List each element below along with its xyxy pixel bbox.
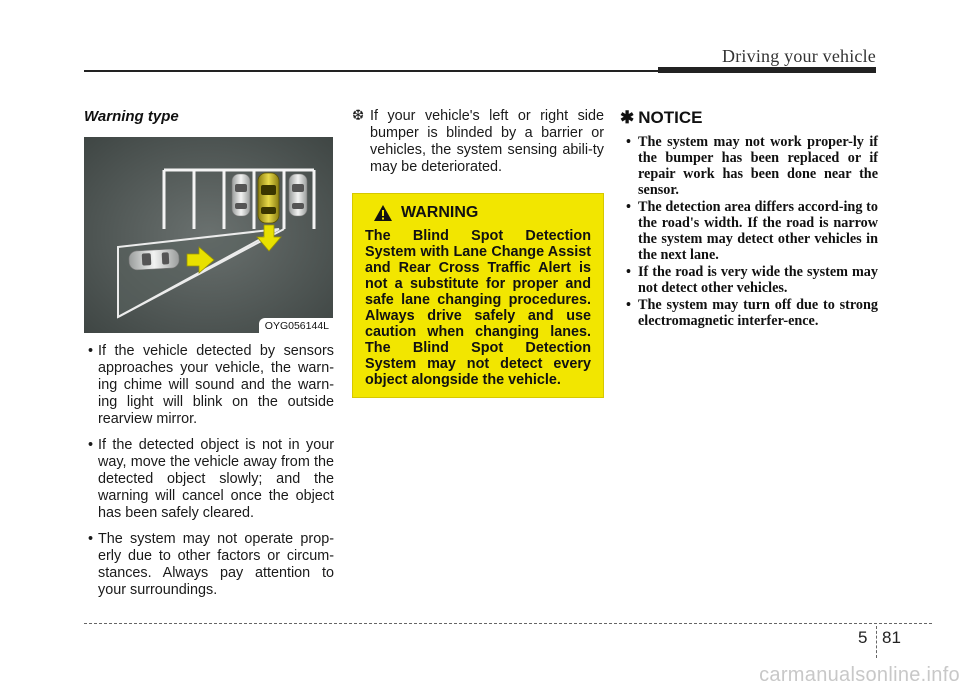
bullet-list: [84, 343, 334, 599]
warning-header: [373, 204, 591, 222]
list-item: • The detection area differs accord-ing to the road's width. If the road is narrow the system may detect other vehicles in the next lane.: [620, 199, 878, 263]
warning-title: WARNING: [401, 204, 479, 221]
blind-spot-diagram: [84, 137, 333, 333]
note-text: If your vehicle's left or right side bumper is blinded by a barrier or vehicles, the system sensing abili-ty may be deteriorated.: [370, 108, 604, 175]
warning-triangle-icon: [373, 204, 393, 222]
list-item: • If the detected object is not in your way, move the vehicle away from the detected object slowly; and the warning will cancel once the object has been safely cleared.: [84, 437, 334, 522]
list-item: • If the road is very wide the system may not detect other vehicles.: [620, 264, 878, 296]
list-item: • The system may turn off due to strong electromagnetic interfer-ence.: [620, 297, 878, 329]
figure-label: OYG056144L: [259, 318, 333, 333]
column-left: [84, 108, 334, 608]
notice-symbol-icon: ✱: [620, 108, 635, 127]
list-item: • If the vehicle detected by sensors approaches your vehicle, the warn-ing chime will sound and the warn-ing light will blink on the outside rearview mirror.: [84, 343, 334, 428]
section-number: 5: [858, 628, 868, 647]
notice-title: NOTICE: [638, 108, 703, 127]
header-rule: [84, 70, 658, 72]
parking-lot-figure: [84, 137, 333, 333]
header-title: Driving your vehicle: [722, 46, 876, 66]
footer-rule: [84, 623, 932, 624]
list-item: • The system may not work proper-ly if the bumper has been replaced or if repair work has been done near the sensor.: [620, 134, 878, 198]
page-divider: [876, 626, 877, 658]
warning-body: The Blind Spot Detection System with Lane Change Assist and Rear Cross Traffic Alert is not a substitute for proper and safe lane changing procedures. Always drive safely and use caution when changing lanes. The Blind Spot Detection System may not detect every object alongside the vehicle.: [365, 228, 591, 388]
section-subheading: Warning type: [84, 108, 179, 125]
list-item: • The system may not operate prop-erly due to other factors or circum-stances. Always pay attention to your surroundings.: [84, 531, 334, 599]
notice-list: [620, 134, 878, 329]
note-symbol-icon: ❆: [352, 108, 365, 124]
notice-heading: [620, 108, 878, 128]
page-number: 81: [882, 628, 901, 647]
header-rule-accent: [658, 67, 876, 73]
parked-car: [232, 174, 250, 216]
watermark-link[interactable]: carmanualsonline.info: [759, 664, 960, 686]
column-right: [620, 108, 878, 330]
warning-box: [352, 193, 604, 398]
note-paragraph: [352, 108, 604, 176]
column-middle: [352, 108, 604, 176]
